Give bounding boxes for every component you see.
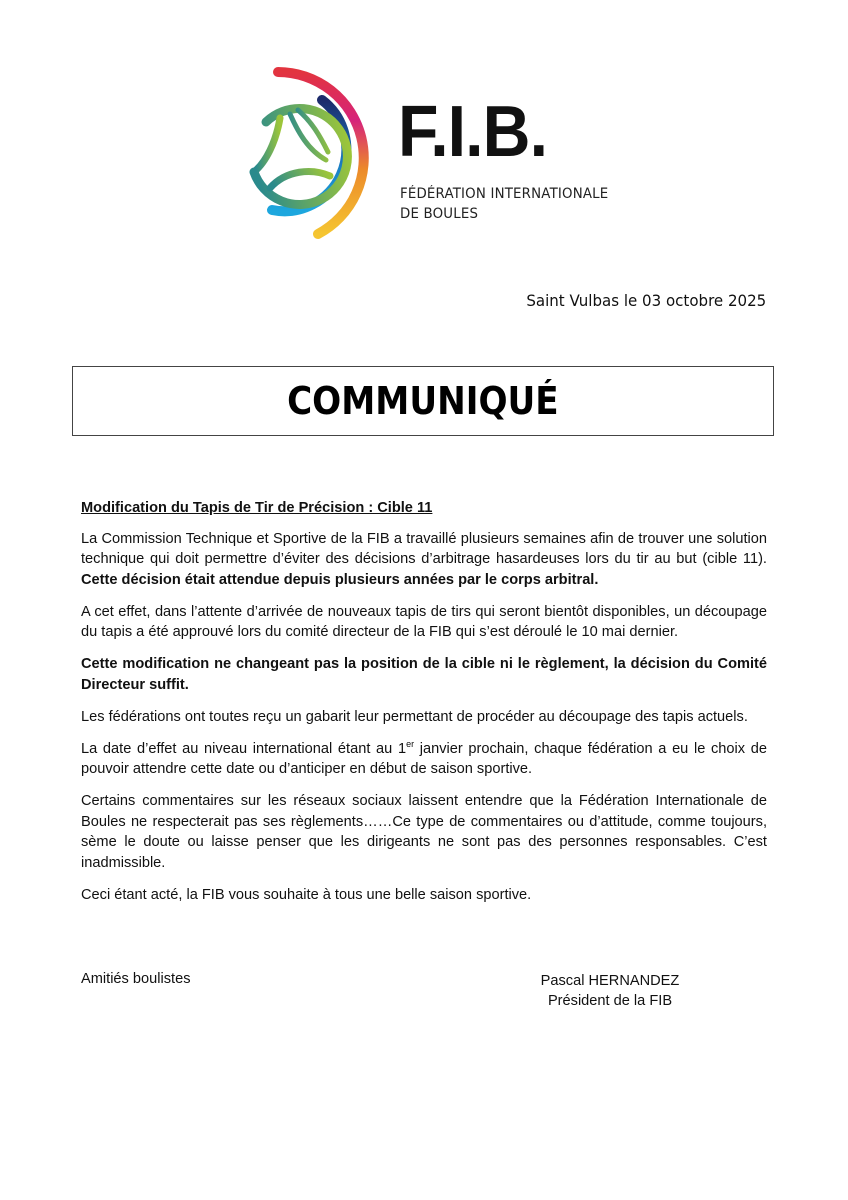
fib-logo bbox=[246, 62, 626, 244]
paragraph-3-bold: Cette modification ne changeant pas la position de la cible ni le règlement, la décision du Comité Directeur suffit. bbox=[81, 656, 767, 693]
document-title: COMMUNIQUÉ bbox=[287, 379, 559, 423]
closing-salutation: Amitiés boulistes bbox=[81, 971, 191, 987]
document-body bbox=[81, 498, 767, 917]
signatory-name: Pascal HERNANDEZ bbox=[540, 973, 680, 989]
logo-acronym: F.I.B. bbox=[398, 92, 548, 172]
paragraph-6: Certains commentaires sur les réseaux sociaux laissent entendre que la Fédération Internationale de Boules ne respecterait pas ses règlements……Ce type de commentaires ou d’attitude, comme toujours, sème le doute ou laisse penser que les dirigeants ne sont pas des personnes responsables. C’est inadmissible. bbox=[81, 793, 767, 871]
logo-name-line2: DE BOULES bbox=[400, 206, 479, 222]
paragraph-5 bbox=[81, 739, 767, 780]
signature-block bbox=[500, 971, 720, 1011]
boule-logo-icon bbox=[246, 62, 386, 244]
paragraph-2: A cet effet, dans l’attente d’arrivée de nouveaux tapis de tirs qui seront bientôt disponibles, un découpage du tapis a été approuvé lors du comité directeur de la FIB qui s’est déroulé le 10 mai dernier. bbox=[81, 603, 767, 640]
paragraph-5-before: La date d’effet au niveau international étant au 1 bbox=[81, 740, 407, 757]
logo-name-line1: FÉDÉRATION INTERNATIONALE bbox=[400, 186, 609, 202]
paragraph-1-bold: Cette décision était attendue depuis plusieurs années par le corps arbitral. bbox=[81, 571, 599, 588]
signatory-role: Président de la FIB bbox=[547, 993, 673, 1009]
paragraph-1 bbox=[81, 529, 767, 591]
paragraph-5-after: janvier prochain, chaque fédération a eu le choix de pouvoir attendre cette date ou d’anticiper en début de saison sportive. bbox=[81, 740, 767, 777]
date-line: Saint Vulbas le 03 octobre 2025 bbox=[526, 291, 766, 310]
paragraph-1-text: La Commission Technique et Sportive de la FIB a travaillé plusieurs semaines afin de trouver une solution technique qui doit permettre d’éviter des décisions d’arbitrage hasardeuses lors du tir au but (cible 11). bbox=[81, 530, 767, 567]
paragraph-7: Ceci étant acté, la FIB vous souhaite à tous une belle saison sportive. bbox=[81, 886, 532, 903]
paragraph-4: Les fédérations ont toutes reçu un gabarit leur permettant de procéder au découpage des tapis actuels. bbox=[81, 708, 748, 725]
logo-federation-name bbox=[400, 184, 608, 224]
section-heading: Modification du Tapis de Tir de Précision : Cible 11 bbox=[81, 500, 433, 516]
paragraph-5-sup: er bbox=[406, 738, 415, 749]
title-box bbox=[72, 366, 774, 436]
